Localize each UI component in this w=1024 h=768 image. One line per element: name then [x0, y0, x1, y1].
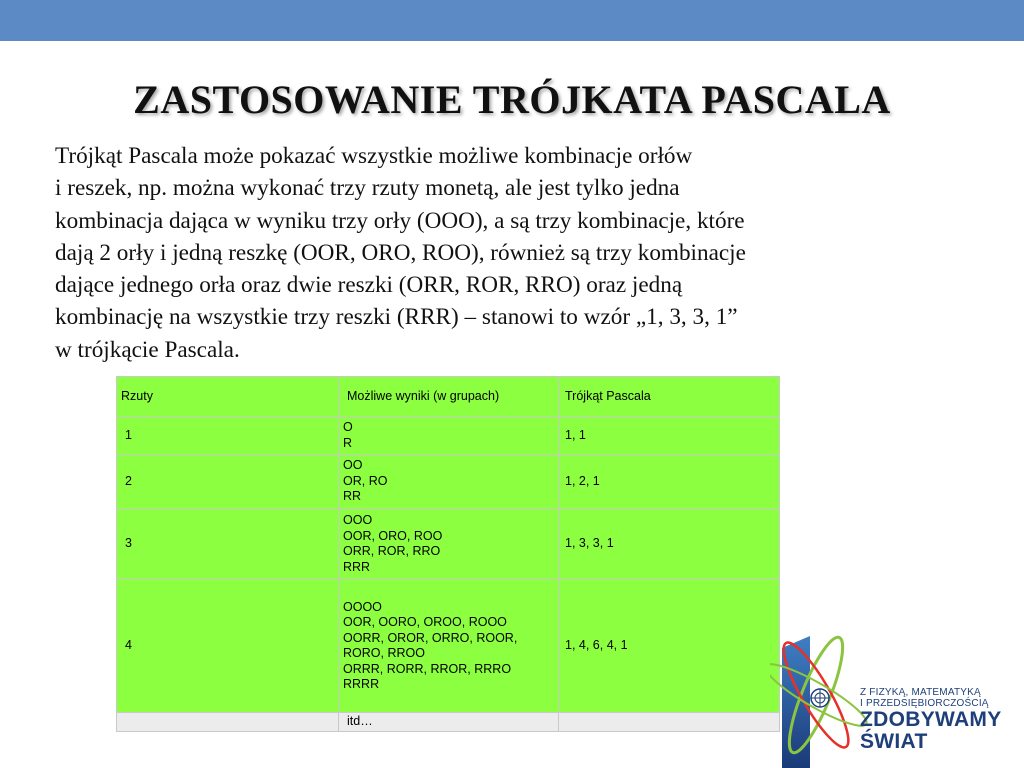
cell-wyniki: OOO OOR, ORO, ROO ORR, ROR, RRO RRR	[339, 509, 559, 580]
header-rzuty: Rzuty	[117, 377, 339, 417]
slide-title: ZASTOSOWANIE TRÓJKATA PASCALA	[133, 77, 891, 122]
paragraph-line: kombinacja dająca w wyniku trzy orły (OOO), a są trzy kombinacje, które	[55, 207, 745, 234]
paragraph-line: dające jednego orła oraz dwie reszki (ORR, ROR, RRO) oraz jedną	[55, 272, 683, 299]
cell-pascal: 1, 2, 1	[559, 455, 780, 509]
cell-rzuty: 1	[117, 417, 339, 455]
paragraph-line: w trójkącie Pascala.	[55, 336, 240, 363]
logo-line: ZDOBYWAMY	[860, 708, 1002, 731]
table-header-row	[117, 377, 780, 417]
header-pascal: Trójkąt Pascala	[559, 377, 780, 417]
logo-text	[860, 687, 1002, 753]
table-row	[117, 417, 780, 455]
paragraph-line: i reszek, np. można wykonać trzy rzuty monetą, ale jest tylko jedna	[55, 175, 680, 202]
cell-wyniki: itd…	[339, 713, 559, 732]
paragraph-line: dają 2 orły i jedną reszkę (OOR, ORO, ROO), również są trzy kombinacje	[55, 239, 746, 266]
cell-rzuty	[117, 713, 339, 732]
paragraph-line: kombinację na wszystkie trzy reszki (RRR) – stanowi to wzór „1, 3, 3, 1”	[55, 304, 738, 331]
cell-pascal	[559, 713, 780, 732]
pascal-table	[116, 376, 780, 732]
table-row	[117, 455, 780, 509]
cell-wyniki: OO OR, RO RR	[339, 455, 559, 509]
header-wyniki: Możliwe wyniki (w grupach)	[339, 377, 559, 417]
table-row	[117, 580, 780, 713]
cell-pascal: 1, 3, 3, 1	[559, 509, 780, 580]
slide-paragraph	[55, 140, 975, 366]
table-row	[117, 509, 780, 580]
cell-wyniki: OOOO OOR, OORO, OROO, ROOO OORR, OROR, ORRO, ROOR, RORO, RROO ORRR, RORR, RROR, RRRO RRRR	[339, 580, 559, 713]
cell-pascal: 1, 1	[559, 417, 780, 455]
cell-rzuty: 2	[117, 455, 339, 509]
paragraph-line: Trójkąt Pascala może pokazać wszystkie możliwe kombinacje orłów	[55, 143, 693, 169]
logo-line: I PRZEDSIĘBIORCZOŚCIĄ	[860, 698, 989, 709]
table-row	[117, 713, 780, 732]
top-color-bar	[0, 0, 1024, 41]
cell-rzuty: 3	[117, 509, 339, 580]
logo-line: Z FIZYKĄ, MATEMATYKĄ	[860, 687, 981, 698]
cell-rzuty: 4	[117, 580, 339, 713]
cell-wyniki: O R	[339, 417, 559, 455]
logo-line: ŚWIAT	[860, 730, 928, 753]
cell-pascal: 1, 4, 6, 4, 1	[559, 580, 780, 713]
